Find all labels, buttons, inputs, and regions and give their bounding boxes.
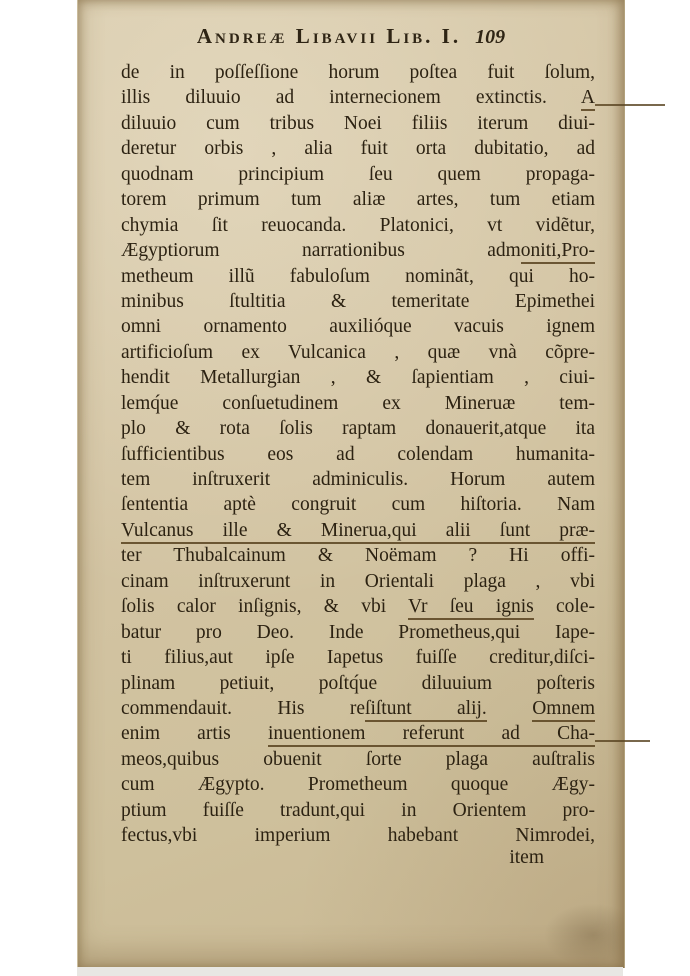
scanner-edge-strip xyxy=(77,967,623,976)
text-segment: deretur orbis , alia fuit orta dubitatio, ad xyxy=(121,138,595,160)
text-segment: ſufficientibus eos ad colendam humanita- xyxy=(121,443,595,465)
text-line xyxy=(121,238,595,263)
page-number: 109 xyxy=(475,26,506,48)
underlined-text: Omnem xyxy=(532,698,595,722)
text-segment: ſententia aptè congruit cum hiſtoria. Nam xyxy=(121,494,595,516)
text-block xyxy=(121,60,595,849)
text-line xyxy=(121,772,595,797)
text-line xyxy=(121,569,595,594)
text-line xyxy=(121,747,595,772)
text-segment: lemq́ue conſuetudinem ex Mineruæ tem- xyxy=(121,392,595,414)
text-segment: de in poſſeſſione horum poſtea fuit ſolum, xyxy=(121,62,595,83)
text-line xyxy=(121,594,595,619)
text-segment: metheum illũ fabuloſum nominãt, qui ho- xyxy=(121,265,595,287)
text-segment: minibus ſtultitia & temeritate Epimethei xyxy=(121,290,595,312)
text-line xyxy=(121,467,595,492)
ink-stroke xyxy=(595,103,665,106)
text-segment: fectus,vbi imperium habebant Nimrodei, xyxy=(121,825,595,847)
text-line xyxy=(121,696,595,721)
text-segment: hendit Metallurgian , & ſapientiam , ciui- xyxy=(121,367,595,389)
text-line xyxy=(121,60,595,85)
text-line xyxy=(121,442,595,467)
text-line xyxy=(121,213,595,238)
text-segment: commendauit. His re xyxy=(121,697,366,719)
text-segment: Ægyptiorum narrationibus adm xyxy=(121,240,521,262)
text-segment: plo & rota ſolis raptam donauerit,atque ita xyxy=(121,418,595,440)
text-segment: meos,quibus obuenit ſorte plaga auſtralis xyxy=(121,748,595,770)
page-header xyxy=(78,24,624,49)
text-segment: batur pro Deo. Inde Prometheus,qui Iape- xyxy=(121,621,595,643)
text-segment: cole- xyxy=(533,596,595,618)
text-line xyxy=(121,136,595,161)
text-segment: illis diluuio ad internecionem extinctis. xyxy=(121,87,581,109)
text-segment: cum Ægypto. Prometheum quoque Ægy- xyxy=(121,774,595,796)
text-segment: chymia ſit reuocanda. Platonici, vt vidẽtur, xyxy=(121,214,595,236)
text-line xyxy=(121,340,595,365)
text-segment: diluuio cum tribus Noei filiis iterum diui- xyxy=(121,112,595,134)
text-line xyxy=(121,314,595,339)
text-segment: tem inſtruxerit adminiculis. Horum autem xyxy=(121,469,595,490)
text-segment: torem primum tum aliæ artes, tum etiam xyxy=(121,189,595,211)
text-segment: plinam petiuit, poſtq́ue diluuium poſteris xyxy=(121,672,595,694)
running-title: Andreæ Libavii Lib. I. xyxy=(196,24,462,48)
text-segment: omni ornamento auxilióque vacuis ignem xyxy=(121,316,595,338)
text-line xyxy=(121,823,595,848)
text-segment: enim artis xyxy=(121,723,268,745)
text-segment xyxy=(487,698,532,719)
text-line xyxy=(121,620,595,645)
text-line xyxy=(121,187,595,212)
text-line xyxy=(121,289,595,314)
text-line xyxy=(121,721,595,746)
text-line xyxy=(121,671,595,696)
text-line xyxy=(121,111,595,136)
text-segment: ter Thubalcainum & Noëmam ? Hi offi- xyxy=(121,545,595,567)
text-line xyxy=(121,85,595,110)
book-page-scan xyxy=(77,0,625,968)
text-line xyxy=(121,416,595,441)
text-line xyxy=(121,518,595,543)
underlined-text: Vr ſeu ignis xyxy=(408,596,534,620)
text-line xyxy=(121,645,595,670)
text-line xyxy=(121,264,595,289)
text-line xyxy=(121,365,595,390)
underlined-text: oniti,Pro- xyxy=(521,240,595,264)
text-line xyxy=(121,391,595,416)
text-segment: artificioſum ex Vulcanica , quæ vnà cõpre- xyxy=(121,341,595,363)
text-segment: cinam inſtruxerunt in Orientali plaga , vbi xyxy=(121,570,595,592)
text-line xyxy=(121,543,595,568)
text-line xyxy=(121,492,595,517)
text-segment: ptium fuiſſe tradunt,qui in Orientem pro- xyxy=(121,799,595,821)
text-segment: ſolis calor inſignis, & vbi xyxy=(121,596,409,618)
catchword: item xyxy=(509,847,544,868)
underlined-text: Vulcanus ille & Minerua,qui alii ſunt præ- xyxy=(121,520,595,544)
text-line xyxy=(121,798,595,823)
ink-stroke xyxy=(595,739,650,742)
text-segment: quodnam principium ſeu quem propaga- xyxy=(121,163,595,185)
underlined-text: A xyxy=(581,87,595,111)
text-line xyxy=(121,162,595,187)
underlined-text: inuentionem referunt ad Cha- xyxy=(268,723,595,747)
underlined-text: ſiſtunt alij. xyxy=(365,698,487,722)
text-segment: ti filius,aut ipſe Iapetus fuiſſe creditur,diſci- xyxy=(121,647,595,669)
